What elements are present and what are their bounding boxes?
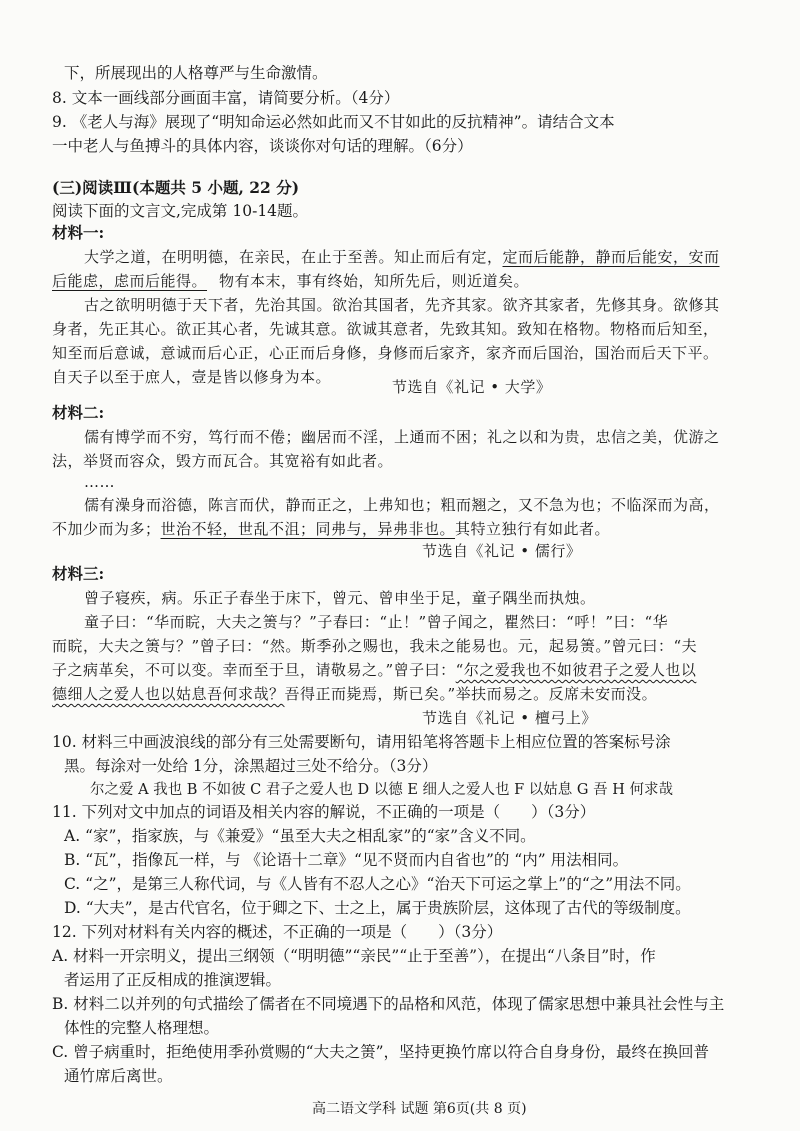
m3-wavy-underlined-text: “尔之爱我也不如彼君子之爱人也以 bbox=[455, 661, 697, 679]
material-2-line2: 法，举贤而容众，毁方而瓦合。其宽裕有如此者。 bbox=[52, 452, 394, 470]
m2-text: 不加少而为多； bbox=[52, 520, 161, 538]
m1-underlined-text: 定而后能静，静而后能安，安而 bbox=[502, 248, 720, 266]
question-10-options: 尔之爱 A 我也 B 不如彼 C 君子之爱人也 D 以德 E 细人之爱人也 F 以姑息 G 吾 H 何求哉 bbox=[90, 782, 673, 798]
material-1-line3: 古之欲明明德于天下者，先治其国。欲治其国者，先齐其家。欲齐其家者，先修其身。欲修其 bbox=[84, 296, 720, 314]
section-title: (三)阅读Ⅲ(本题共 5 小题, 22 分) bbox=[52, 178, 300, 197]
material-2-line4 bbox=[52, 518, 800, 540]
material-3-line4 bbox=[52, 659, 800, 681]
question-12: 12. 下列对材料有关内容的概述，不正确的一项是（ ）（3分） bbox=[52, 923, 503, 941]
question-10-line1: 10. 材料三中画波浪线的部分有三处需要断句，请用铅笔将答题卡上相应位置的答案标号涂 bbox=[52, 733, 671, 751]
material-1-source bbox=[392, 376, 692, 398]
m3-text: 子之病革矣，不可以变。幸而至于旦，请敬易之。”曾子曰： bbox=[52, 661, 456, 679]
material-1-line5: 知至而后意诚，意诚而后心正，心正而后身修，身修而后家齐，家齐而后国治，国治而后天下平。 bbox=[52, 344, 719, 362]
question-11: 11. 下列对文中加点的词语及相关内容的解说，不正确的一项是（ ）（3分） bbox=[52, 803, 596, 821]
question-11-option-d: D. “大夫”，是古代官名，位于卿之下、士之上，属于贵族阶层，这体现了古代的等级制度。 bbox=[64, 899, 691, 917]
question-8: 8. 文本一画线部分画面丰富，请简要分析。（4分） bbox=[52, 89, 400, 107]
question-9-line1: 9. 《老人与海》展现了“明知命运必然如此而又不甘如此的反抗精神”。请结合文本 bbox=[52, 113, 615, 131]
material-3-label: 材料三: bbox=[52, 564, 105, 583]
question-12-option-a-line2: 者运用了正反相成的推演逻辑。 bbox=[64, 971, 282, 989]
question-10-line2: 黑。每涂对一处给 1分，涂黑超过三处不给分。（3分） bbox=[64, 757, 438, 775]
m1-text: 大学之道，在明明德，在亲民，在止于至善。知止而后有定， bbox=[84, 248, 503, 266]
m3-text: 吾得正而毙焉，斯已矣。”举扶而易之。反席未安而没。 bbox=[284, 685, 658, 703]
source-text: 节选自《礼记 • 檀弓上》 bbox=[422, 709, 597, 727]
question-11-option-c: C. “之”，是第三人称代词，与《人皆有不忍人之心》“治天下可运之掌上”的“之”用法不同。 bbox=[64, 875, 691, 893]
prev-passage-tail: 下，所展现出的人格尊严与生命激情。 bbox=[64, 64, 328, 82]
question-9-line2: 一中老人与鱼搏斗的具体内容，谈谈你对句话的理解。（6分） bbox=[52, 137, 473, 155]
m2-text: 其特立独行有如此者。 bbox=[455, 520, 611, 538]
question-12-option-b-line1: B. 材料二以并列的句式描绘了儒者在不同境遇下的品格和风范，体现了儒家思想中兼具社会性与主 bbox=[52, 995, 725, 1013]
question-12-option-c-line1: C. 曾子病重时，拒绝使用季孙赏赐的“大夫之箦”，坚持更换竹席以符合自身身份，最终在换回普 bbox=[52, 1043, 710, 1061]
material-1-line4: 身者，先正其心。欲正其心者，先诚其意。欲诚其意者，先致其知。致知在格物。物格而后知至， bbox=[52, 320, 719, 338]
source-text: 节选自《礼记 • 儒行》 bbox=[422, 542, 582, 560]
question-12-option-b-line2: 体性的完整人格理想。 bbox=[64, 1019, 220, 1037]
material-3-line3: 而睆，大夫之箦与？”曾子曰：“然。斯季孙之赐也，我未之能易也。元，起易箦。”曾元曰：“夫 bbox=[52, 637, 698, 655]
source-text: 节选自《礼记 • 大学》 bbox=[392, 378, 552, 396]
material-2-line3: 儒有澡身而浴德，陈言而伏，静而正之，上弗知也；粗而翘之，又不急为也；不临深而为高， bbox=[84, 496, 720, 514]
material-3-line5 bbox=[52, 683, 800, 705]
material-2-label: 材料二: bbox=[52, 403, 105, 422]
m1-underlined-text: 后能虑，虑而后能得。 bbox=[52, 272, 208, 290]
m2-underlined-text: 世治不轻，世乱不沮；同弗与，异弗非也。 bbox=[160, 520, 456, 538]
material-2-source bbox=[422, 540, 722, 562]
question-12-option-a-line1: A. 材料一开宗明义，提出三纲领（“明明德”“亲民”“止于至善”），在提出“八条目”时，作 bbox=[52, 947, 656, 965]
material-1-line2 bbox=[52, 270, 800, 292]
material-2-line1: 儒有博学而不穷，笃行而不倦；幽居而不淫，上通而不困；礼之以和为贵，忠信之美，优游之 bbox=[84, 428, 720, 446]
m1-text: 物有本末，事有终始，知所先后，则近道矣。 bbox=[219, 272, 530, 290]
material-1-line1 bbox=[84, 246, 800, 268]
material-3-source bbox=[422, 707, 722, 729]
section-instruction: 阅读下面的文言文,完成第 10-14题。 bbox=[52, 202, 309, 220]
page-footer: 高二语文学科 试题 第6页(共 8 页) bbox=[312, 1101, 527, 1117]
material-1-label: 材料一: bbox=[52, 223, 105, 242]
question-11-option-b: B. “瓦”，指像瓦一样，与 《论语十二章》“见不贤而内自省也”的 “内” 用法相同。 bbox=[64, 851, 629, 869]
material-3-line1: 曾子寝疾，病。乐正子春坐于床下，曾元、曾申坐于足，童子隅坐而执烛。 bbox=[84, 589, 596, 607]
material-2-ellipsis: …… bbox=[84, 473, 115, 491]
question-12-option-c-line2: 通竹席后离世。 bbox=[64, 1067, 173, 1085]
m3-wavy-underlined-text: 德细人之爱人也以姑息吾何求哉？ bbox=[52, 685, 285, 703]
question-11-option-a: A. “家”，指家族，与《兼爱》“虽至大夫之相乱家”的“家”含义不同。 bbox=[64, 827, 536, 845]
material-1-line6: 自天子以至于庶人，壹是皆以修身为本。 bbox=[52, 368, 332, 386]
material-3-line2: 童子曰：“华而睆，大夫之箦与？”子春曰：“止！”曾子闻之，瞿然曰：“呼！”曰：“华 bbox=[84, 613, 669, 631]
